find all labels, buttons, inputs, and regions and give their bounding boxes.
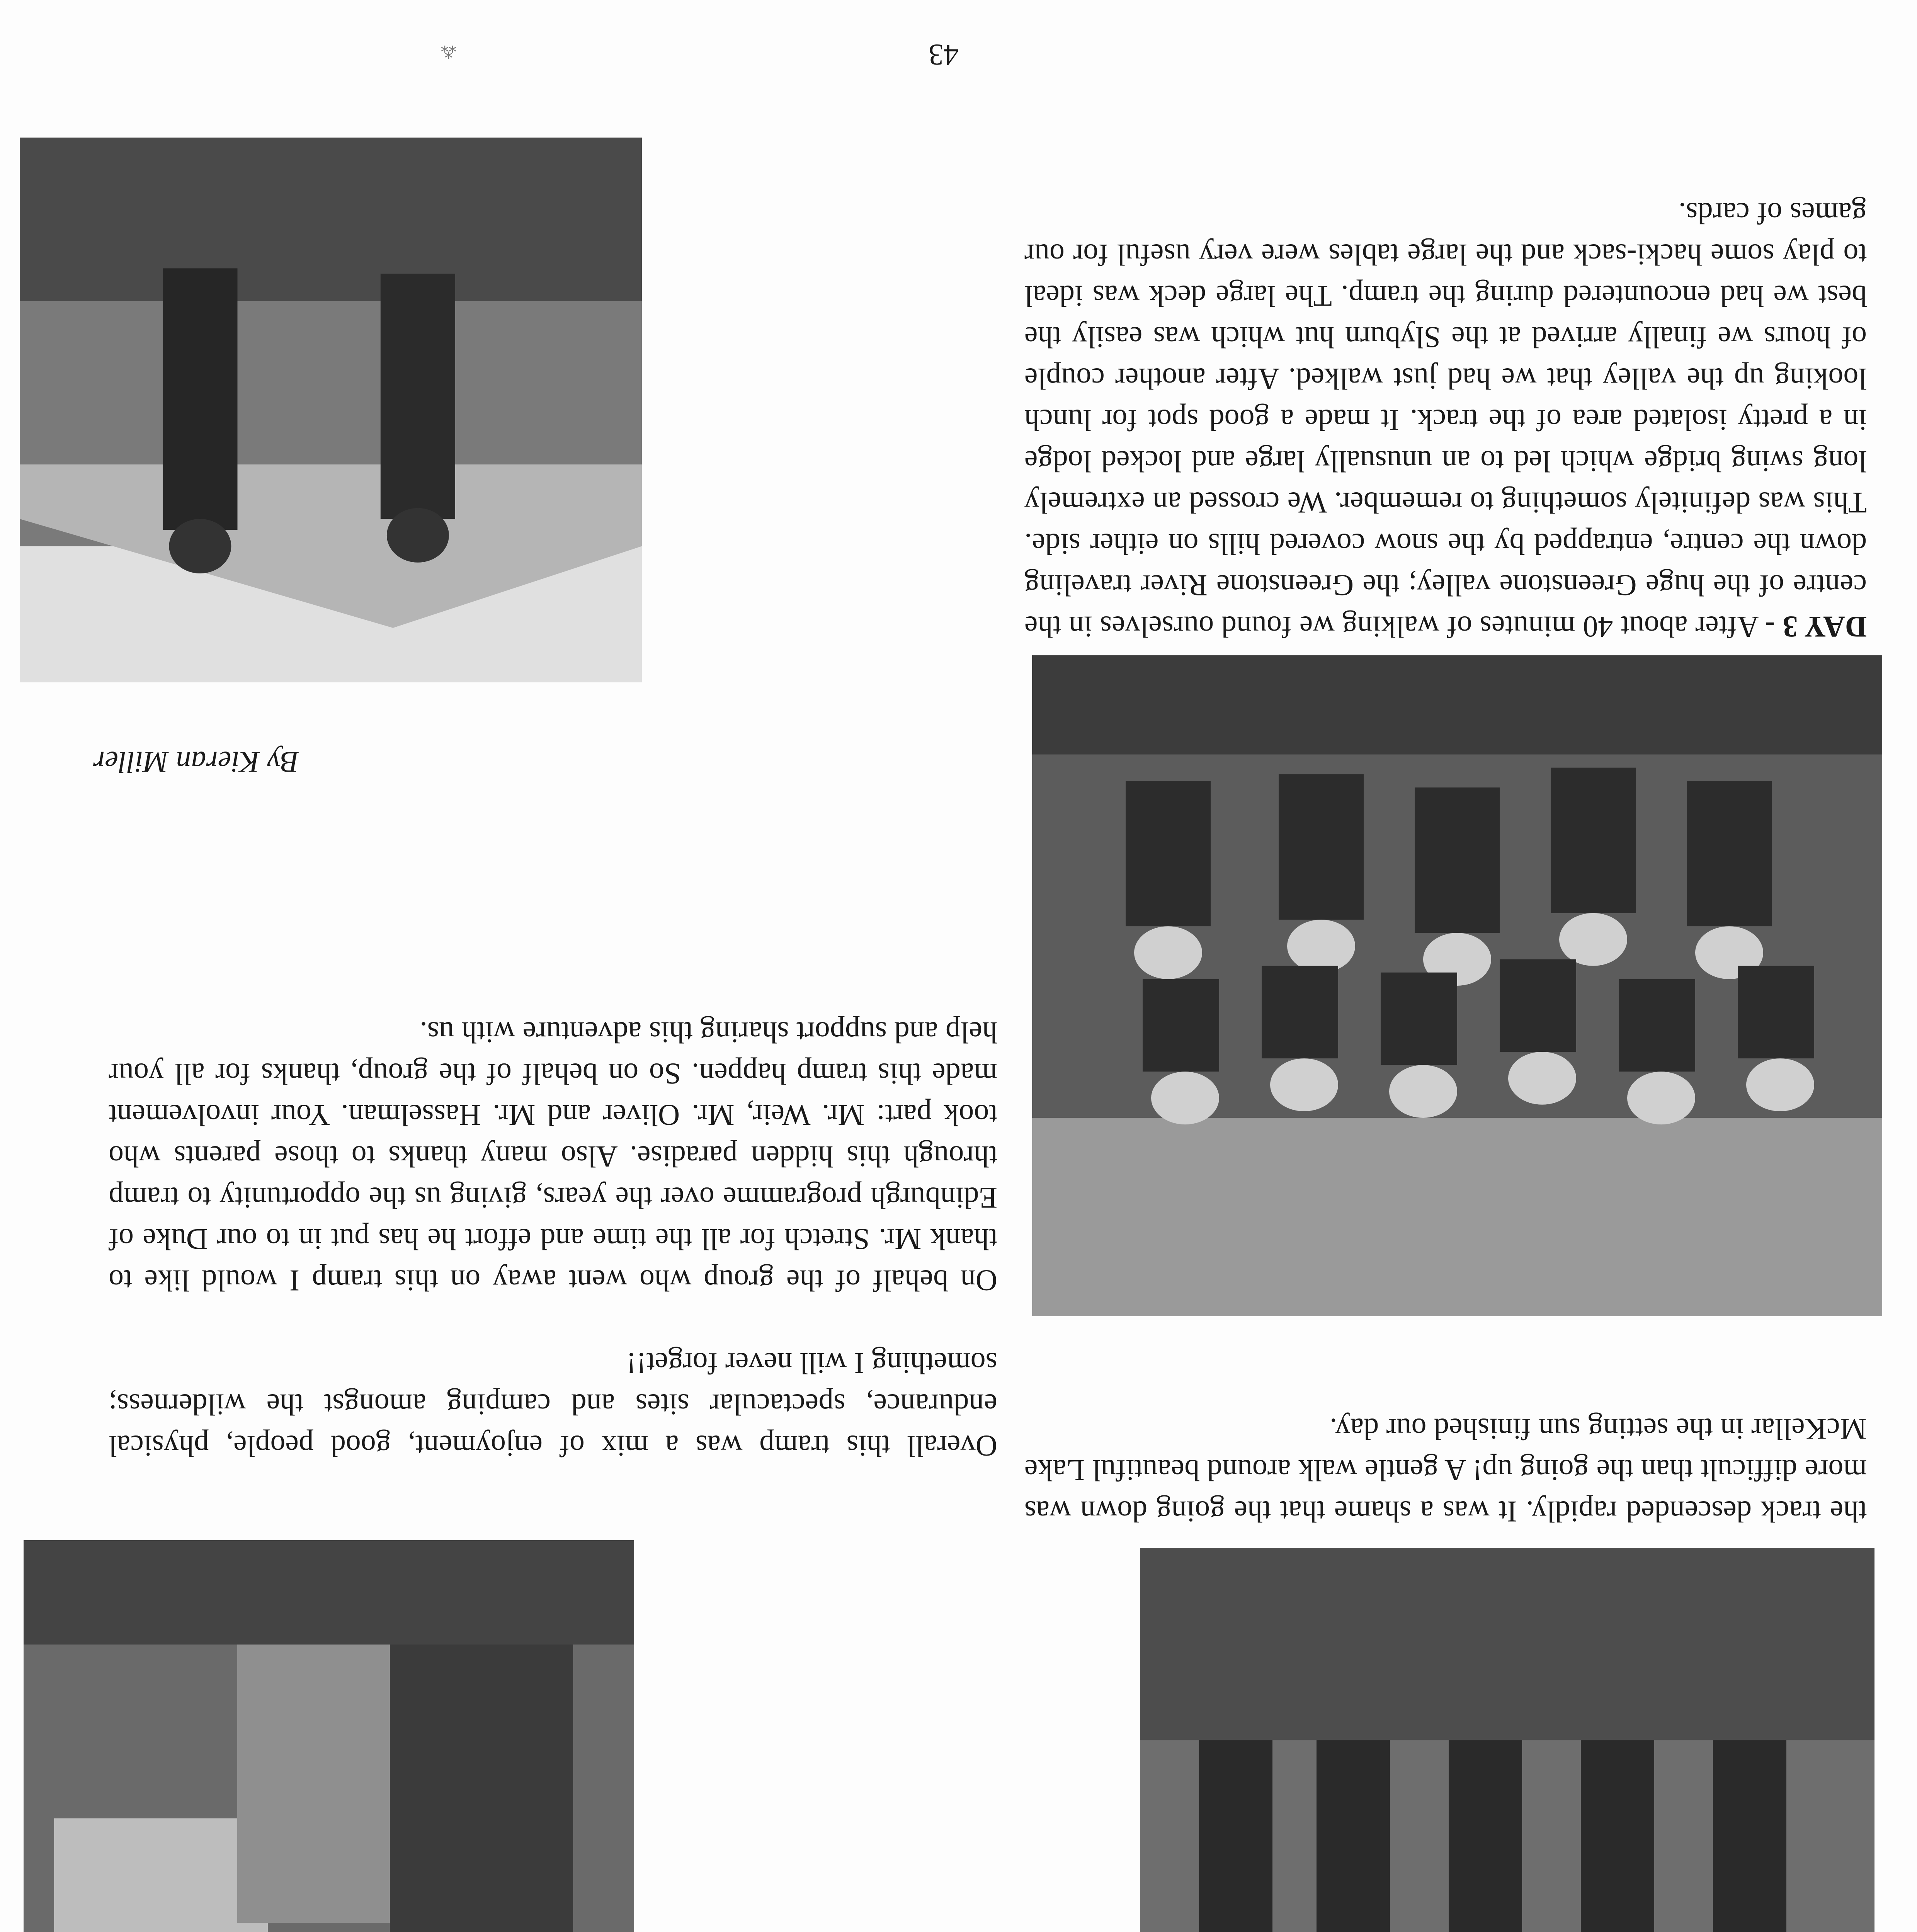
- scan-speck: ⁂: [441, 43, 456, 60]
- photo-icon: [20, 138, 642, 682]
- byline: By Kieran Miller: [93, 745, 299, 779]
- day3-heading: DAY 3 -: [1765, 610, 1867, 644]
- photo-icon: [1140, 1548, 1874, 1932]
- closing-block: [109, 971, 997, 1467]
- thanks-paragraph: On behalf of the group who went away on this tramp I would like to thank Mr. Stretch for all the time and effort he has put in to our Duke of Edinburgh programme over the years, giving us the opportunity to tramp through this hidden paradise. Also many thanks to those parents who took part: Mr. Weir, Mr. Oliver and Mr. Hasselman. Your involvement made this tramp happen. So on behalf of the group, thanks for all your help and support sharing this adventure with us.: [109, 1016, 997, 1298]
- photo-two-trampers: [20, 138, 642, 682]
- photo-group-on-saddle: [1140, 1548, 1874, 1932]
- photo-hut-interior: [24, 1540, 634, 1932]
- photo-icon: [1032, 655, 1882, 1316]
- overall-paragraph: Overall this tramp was a mix of enjoyment, good people, physical endurance, spectacular sites and camping amongst the wilderness; something I will never forget!!: [109, 1347, 997, 1463]
- day3-paragraph: [1024, 193, 1867, 648]
- continuation-text: the track descended rapidly. It was a shame that the going down was more difficult than the going up! A gentle walk around beautiful Lake McKellar in the setting sun finished our day.: [1024, 1412, 1867, 1529]
- page-number: 43: [929, 38, 959, 72]
- left-continuation-block: [1024, 1408, 1867, 1532]
- day3-text: After about 40 minutes of walking we found ourselves in the centre of the huge Greenstone valley; the Greenstone River traveling down the centre, entrapped by the snow covered hills on either side. This was definitely something to remember. We crossed an extremely long swing bridge which led to an unusually large and locked lodge in a pretty isolated area of the track. It made a good spot for lunch looking up the valley that we had just walked. After another couple of hours we finally arrived at the Slyburn hut which was easily the best we had encountered during the tramp. The large deck was ideal to play some hacki-sack and the large tables were very useful for our games of cards.: [1024, 197, 1867, 644]
- photo-group-portrait: [1032, 655, 1882, 1316]
- photo-icon: [24, 1540, 634, 1932]
- day3-block: [1024, 193, 1867, 648]
